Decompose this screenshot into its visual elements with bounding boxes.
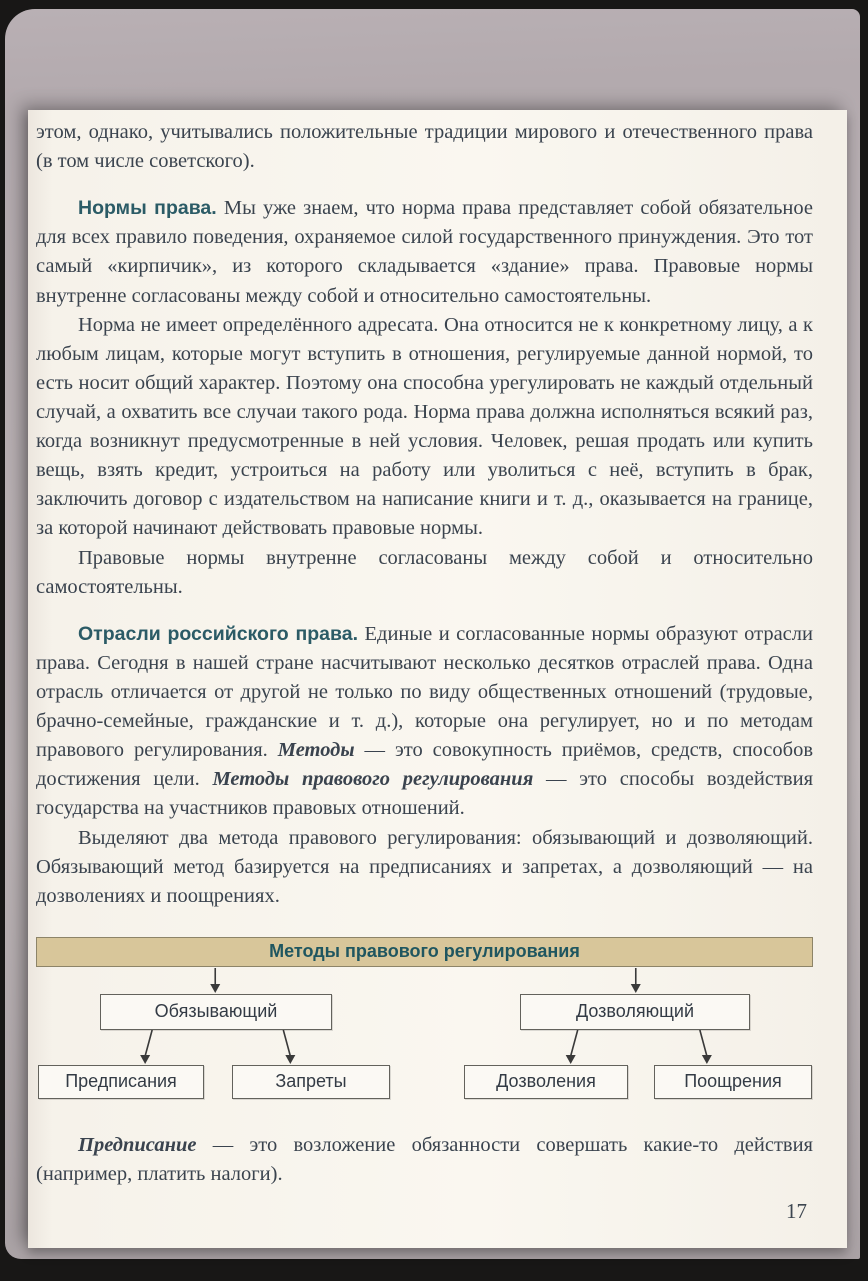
diagram-node-prohibitions: Запреты (232, 1065, 390, 1099)
arrow-down-icon (140, 1030, 152, 1064)
diagram-node-encouragements: Поощрения (654, 1065, 812, 1099)
section-lead-norms-of-law: Нормы права. (78, 197, 217, 220)
paragraph-text: Норма не имеет определённого адресата. Она относится не к конкретному лицу, а к любым лицам, которые могут вступить в отношения, регулируемые данной нормой, то есть носит общий характер. Поэтому она способна урегулировать не каждый отдельный случай, а охватить все случаи такого рода. Норма права должна исполняться всякий раз, когда возникнут предусмотренные в ней условия. Человек, решая продать или купить вещь, взять кредит, устроиться на работу или уволиться с неё, вступить в брак, заключить договор с издательством на написание книги и т. д., оказывается на границе, за которой начинают действовать правовые нормы. (36, 313, 813, 540)
term-methods-of-legal-regulation: Методы правового регулирования (212, 768, 534, 791)
paragraph-text: — это возложение обязанности совершать какие-то действия (например, платить налоги). (36, 1133, 813, 1185)
paragraph-text: — это совокупность приёмов, средств, способов достижения цели. (36, 739, 814, 791)
methods-of-legal-regulation-diagram (36, 937, 813, 1101)
page-text-column (28, 110, 847, 1189)
diagram-node-prescriptions: Предписания (38, 1065, 204, 1099)
arrow-down-icon (283, 1030, 295, 1064)
paragraph-text: Правовые нормы внутренне согласованы между собой и относительно самостоятельны. (36, 546, 813, 598)
paragraph-text: этом, однако, учитывались положительные традиции мирового и отечественного права (в том числе советского). (36, 121, 813, 173)
arrow-down-icon (700, 1030, 712, 1064)
diagram-node-permissions: Дозволения (464, 1065, 628, 1099)
diagram-node-permitting: Дозволяющий (520, 994, 750, 1030)
paragraph-two-methods (36, 824, 813, 911)
diagram-title: Методы правового регулирования (36, 937, 813, 967)
term-methods: Методы (277, 739, 355, 762)
paragraph-text: Выделяют два метода правового регулирования: обязывающий и дозволяющий. Обязывающий метод базируется на предписаниях и запретах, а дозволяющий — на дозволениях и поощрениях. (36, 826, 813, 907)
arrow-down-icon (631, 968, 641, 993)
paragraph-norms-of-law (36, 194, 813, 310)
paragraph-norm-addressee (36, 311, 813, 544)
paragraph-branches-of-law (36, 620, 813, 824)
paragraph-text: — это способы воздействия государства на участников правовых отношений. (36, 768, 813, 820)
paragraph-prescription-definition (36, 1131, 813, 1189)
paragraph-norms-consistent (36, 544, 813, 602)
term-prescription: Предписание (78, 1133, 197, 1156)
arrow-down-icon (566, 1030, 578, 1064)
section-lead-branches-of-law: Отрасли российского права. (78, 622, 359, 645)
paragraph-text: Мы уже знаем, что норма права представляет собой обязательное для всех правило поведения, охраняемое силой государственного принуждения. Это тот самый «кирпичик», из которого складывается «здание» права. Правовые нормы внутренне согласованы между собой и относительно самостоятельны. (36, 197, 813, 307)
page-number: 17 (786, 1199, 807, 1223)
arrow-down-icon (210, 968, 220, 993)
paragraph-text: Единые и согласованные нормы образуют отрасли права. Сегодня в нашей стране насчитывают несколько десятков отраслей права. Одна отрасль отличается от другой не только по виду общественных отношений (трудовые, брачно-семейные, гражданские и т. д.), которые она регулирует, но и по методам правового регулирования. (36, 622, 813, 762)
diagram-node-obligating: Обязывающий (100, 994, 332, 1030)
paragraph-continuation (36, 118, 813, 176)
book-page (28, 110, 847, 1248)
